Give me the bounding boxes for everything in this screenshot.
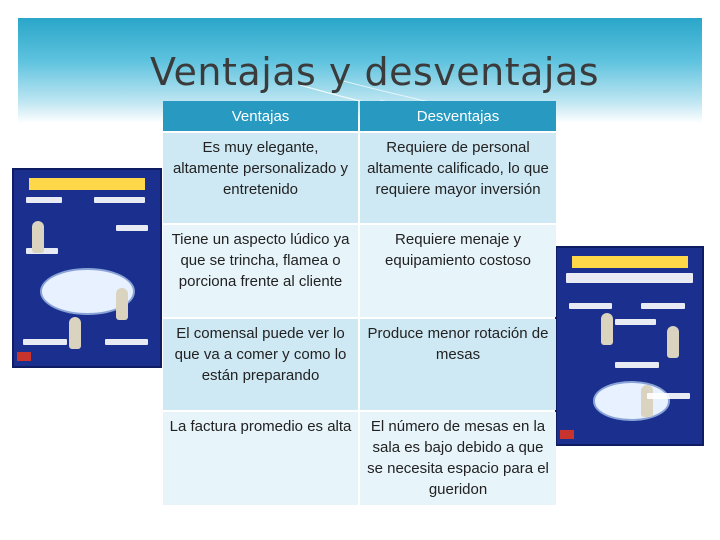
desventaja-cell: Requiere menaje y equipamiento costoso bbox=[360, 225, 556, 317]
poster-note bbox=[94, 197, 145, 203]
waiter-figure bbox=[641, 385, 653, 417]
table-row bbox=[163, 412, 556, 505]
poster-note bbox=[26, 197, 63, 203]
table-row bbox=[163, 319, 556, 410]
table-illustration bbox=[593, 381, 670, 420]
waiter-figure bbox=[116, 288, 128, 320]
table-header-row bbox=[163, 101, 556, 131]
poster-banner bbox=[572, 256, 688, 268]
ventaja-cell: Tiene un aspecto lúdico ya que se trincha, flamea o porciona frente al cliente bbox=[163, 225, 358, 317]
waiter-figure bbox=[69, 317, 81, 349]
header-desventajas: Desventajas bbox=[360, 101, 556, 131]
ventaja-cell: El comensal puede ver lo que va a comer y como lo están preparando bbox=[163, 319, 358, 410]
waiter-figure bbox=[667, 326, 679, 358]
ventaja-cell: Es muy elegante, altamente personalizado y entretenido bbox=[163, 133, 358, 223]
comparison-table bbox=[161, 99, 558, 507]
poster-note bbox=[569, 303, 613, 309]
desventaja-cell: Requiere de personal altamente calificado, lo que requiere mayor inversión bbox=[360, 133, 556, 223]
poster-note bbox=[105, 339, 149, 345]
poster-banner bbox=[29, 178, 146, 190]
slide-title: Ventajas y desventajas bbox=[150, 50, 600, 94]
service-poster-left bbox=[12, 168, 162, 368]
poster-note bbox=[23, 339, 67, 345]
waiter-figure bbox=[601, 313, 613, 345]
poster-note bbox=[647, 393, 691, 399]
poster-note bbox=[566, 273, 694, 283]
service-poster-right bbox=[555, 246, 704, 446]
table-row bbox=[163, 133, 556, 223]
desventaja-cell: El número de mesas en la sala es bajo debido a que se necesita espacio para el gueridon bbox=[360, 412, 556, 505]
header-ventajas: Ventajas bbox=[163, 101, 358, 131]
flag-icon bbox=[560, 430, 574, 439]
flag-icon bbox=[17, 352, 31, 361]
poster-note bbox=[641, 303, 685, 309]
poster-note bbox=[116, 225, 148, 231]
waiter-figure bbox=[32, 221, 44, 253]
poster-note bbox=[615, 319, 656, 325]
desventaja-cell: Produce menor rotación de mesas bbox=[360, 319, 556, 410]
table-row bbox=[163, 225, 556, 317]
poster-note bbox=[615, 362, 659, 368]
ventaja-cell: La factura promedio es alta bbox=[163, 412, 358, 505]
